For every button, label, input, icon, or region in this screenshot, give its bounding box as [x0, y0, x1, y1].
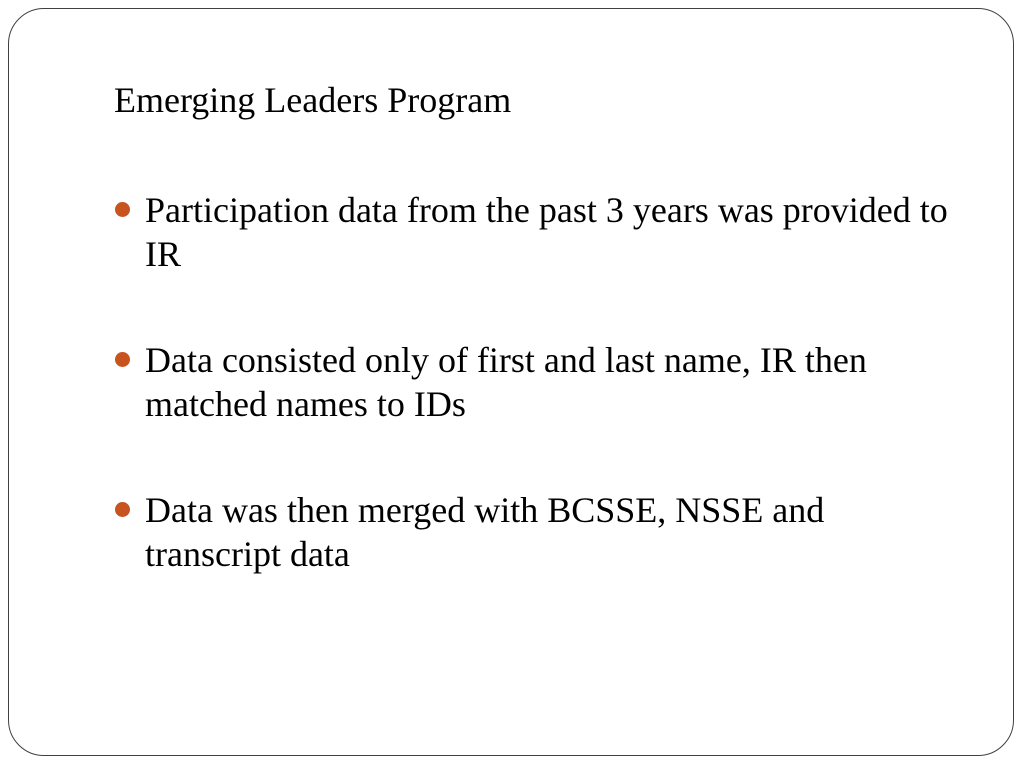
bullet-circle-icon — [115, 352, 130, 367]
bullet-circle-icon — [115, 202, 130, 217]
slide-title: Emerging Leaders Program — [114, 80, 512, 120]
bullet-text: Data was then merged with BCSSE, NSSE and transcript data — [145, 490, 825, 574]
bullet-text: Data consisted only of first and last name, IR then matched names to IDs — [145, 340, 867, 424]
bullet-item — [114, 188, 954, 276]
bullet-text: Participation data from the past 3 years was provided to IR — [145, 190, 948, 274]
bullet-item — [114, 488, 954, 576]
bullet-list — [114, 188, 954, 576]
bullet-circle-icon — [115, 502, 130, 517]
bullet-item — [114, 338, 954, 426]
